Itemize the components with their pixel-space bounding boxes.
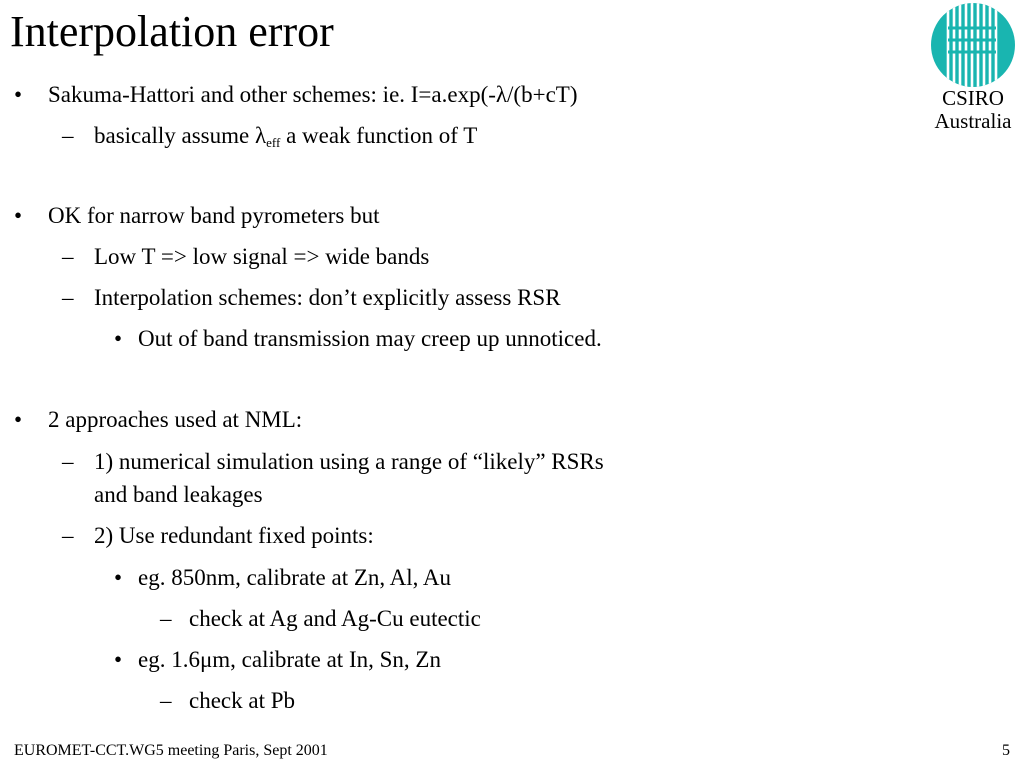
bullet-marker: • — [114, 647, 123, 672]
level4-check-pb: check at Pb — [189, 688, 296, 713]
bullet-marker: • — [114, 326, 123, 351]
csiro-logo-icon — [928, 0, 1018, 90]
slide-title: Interpolation error — [10, 7, 334, 56]
bullet-marker: • — [114, 565, 123, 590]
dash-marker: – — [62, 123, 74, 148]
dash-marker: – — [62, 285, 74, 310]
dash-marker: – — [160, 606, 172, 631]
subbullet-numerical-simulation-cont: and band leakages — [94, 482, 263, 507]
footer-meeting: EUROMET-CCT.WG5 meeting Paris, Sept 2001 — [14, 742, 328, 759]
subsubbullet-1-6um: eg. 1.6μm, calibrate at In, Sn, Zn — [138, 647, 441, 672]
organization-label — [918, 87, 1024, 133]
subbullet-lambda-eff — [94, 119, 477, 159]
dash-marker: – — [62, 523, 74, 548]
dash-marker: – — [160, 688, 172, 713]
bullet-marker: • — [14, 203, 23, 228]
subbullet-numerical-simulation: 1) numerical simulation using a range of “likely” RSRs — [94, 449, 604, 474]
organization-name: CSIRO — [942, 86, 1004, 110]
lambda-eff-subscript: eff — [266, 135, 281, 150]
bullet-narrow-band: OK for narrow band pyrometers but — [48, 203, 380, 228]
subsubbullet-out-of-band: Out of band transmission may creep up unnoticed. — [138, 326, 602, 351]
page-number: 5 — [1002, 742, 1010, 759]
subbullet-redundant-fixed-points: 2) Use redundant fixed points: — [94, 523, 374, 548]
subbullet-low-t: Low T => low signal => wide bands — [94, 244, 430, 269]
subbullet-interpolation-schemes: Interpolation schemes: don’t explicitly assess RSR — [94, 285, 561, 310]
bullet-sakuma-hattori: Sakuma-Hattori and other schemes: ie. I=a.exp(-λ/(b+cT) — [48, 82, 578, 107]
lambda-eff-text-before: basically assume λ — [94, 123, 267, 148]
organization-country: Australia — [934, 109, 1012, 134]
bullet-marker: • — [14, 407, 23, 432]
lambda-eff-text-after: a weak function of T — [280, 123, 478, 148]
subsubbullet-850nm: eg. 850nm, calibrate at Zn, Al, Au — [138, 565, 451, 590]
bullet-two-approaches: 2 approaches used at NML: — [48, 407, 303, 432]
dash-marker: – — [62, 449, 74, 474]
level4-check-ag: check at Ag and Ag-Cu eutectic — [189, 606, 481, 631]
dash-marker: – — [62, 244, 74, 269]
bullet-marker: • — [14, 82, 23, 107]
